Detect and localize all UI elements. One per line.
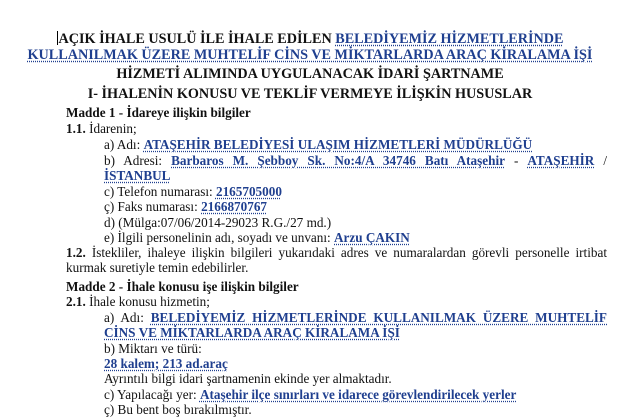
madde2-heading: Madde 2 - İhale konusu işe ilişkin bilgiler	[66, 279, 299, 294]
m1-item-d: d) (Mülga:07/06/2014-29023 R.G./27 md.)	[104, 215, 332, 230]
m1-b-city[interactable]: ATAŞEHİR	[527, 153, 595, 168]
p21-text: İhale konusu hizmetin;	[85, 294, 210, 309]
madde1-heading: Madde 1 - İdareye ilişkin bilgiler	[66, 105, 251, 120]
m1-b-value[interactable]: Barbaros M. Şebboy Sk. No:4/A 34746 Batı Ataşehir	[171, 153, 505, 168]
title-field-part1[interactable]: BELEDİYEMİZ HİZMETLERİNDE	[335, 31, 564, 47]
p21	[66, 294, 210, 310]
title-field-part2[interactable]: KULLANILMAK ÜZERE MUHTELİF CİNS VE MİKTARLARDA ARAÇ KİRALAMA İŞİ	[27, 47, 593, 63]
section-heading: I- İHALENİN KONUSU VE TEKLİF VERMEYE İLİŞKİN HUSUSLAR	[87, 86, 533, 102]
m2-item-a-cont	[104, 325, 400, 341]
m2-c-value[interactable]: Ataşehir ilçe sınırları ve idarece görevlendirilecek yerler	[199, 387, 517, 402]
m1-item-b	[104, 153, 607, 169]
m2-a-value-1[interactable]: BELEDİYEMİZ HİZMETLERİNDE KULLANILMAK ÜZERE MUHTELİF	[150, 310, 607, 325]
m1-cc-label: ç) Faks numarası:	[104, 199, 202, 214]
p11-text: İdarenin;	[85, 121, 137, 136]
m1-b-value2[interactable]: İSTANBUL	[104, 168, 171, 183]
p12-line2: kurmak suretiyle temin edebilirler.	[66, 260, 249, 275]
m2-item-c	[104, 387, 516, 403]
p11-number: 1.1.	[66, 121, 86, 136]
m1-item-e	[104, 230, 410, 246]
m2-item-b-value-line	[104, 356, 228, 372]
text-cursor	[57, 31, 58, 45]
m1-e-value[interactable]: Arzu ÇAKIN	[334, 230, 410, 245]
p12-line1	[66, 245, 607, 261]
m2-a-label: a) Adı:	[104, 310, 151, 325]
title-line-2	[0, 47, 620, 63]
m1-c-value[interactable]: 2165705000	[215, 184, 282, 199]
p21-number: 2.1.	[66, 294, 86, 309]
m1-item-a	[104, 137, 532, 153]
m1-a-label: a) Adı:	[104, 137, 144, 152]
p12-text1: İstekliler, ihaleye ilişkin bilgileri yukarıdaki adres ve numaralardan görevli personelle irtibat	[85, 245, 607, 260]
m1-b-label: b) Adresi:	[104, 153, 172, 168]
m2-item-b: b) Miktarı ve türü:	[104, 341, 202, 356]
m1-item-c	[104, 184, 282, 200]
p11	[66, 121, 137, 137]
p12-number: 1.2.	[66, 245, 86, 260]
m2-item-b-note: Ayrıntılı bilgi idari şartnamenin ekinde yer almaktadır.	[104, 371, 392, 386]
m2-item-cc: ç) Bu bent boş bırakılmıştır.	[104, 402, 252, 417]
m2-c-label: c) Yapılacağı yer:	[104, 387, 200, 402]
title-line-1	[0, 31, 620, 47]
m2-a-value-2[interactable]: CİNS VE MİKTARLARDA ARAÇ KİRALAMA İŞİ	[104, 325, 400, 340]
m2-b-value[interactable]: 28 kalem; 213 ad.araç	[104, 356, 228, 371]
m1-b-sep1: -	[504, 153, 528, 168]
m1-cc-value[interactable]: 2166870767	[201, 199, 267, 214]
m1-item-b-cont	[104, 168, 170, 184]
m2-item-a	[104, 310, 607, 326]
m1-item-cc	[104, 199, 267, 215]
title-line-3: HİZMETİ ALIMINDA UYGULANACAK İDARİ ŞARTNAME	[116, 66, 504, 82]
m1-b-sep2: /	[594, 153, 607, 168]
m1-a-value[interactable]: ATAŞEHİR BELEDİYESİ ULAŞIM HİZMETLERİ MÜDÜRLÜĞÜ	[143, 137, 533, 152]
title-plain: AÇIK İHALE USULÜ İLE İHALE EDİLEN	[58, 31, 336, 47]
m1-c-label: c) Telefon numarası:	[104, 184, 216, 199]
m1-e-label: e) İlgili personelinin adı, soyadı ve unvanı:	[104, 230, 334, 245]
